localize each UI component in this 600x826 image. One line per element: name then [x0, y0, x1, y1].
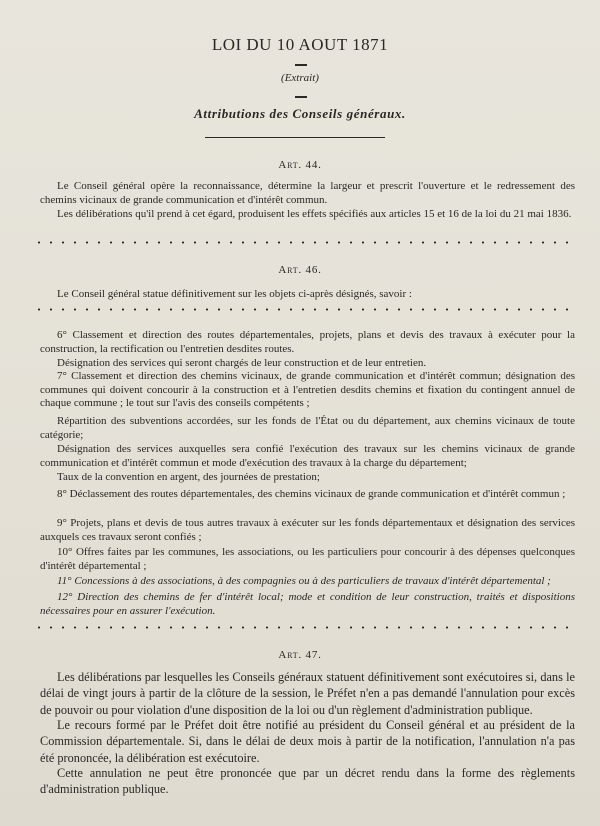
article-46-item-7: 7° Classement et direction des chemins vicinaux, de grande communication et d'intérêt commun; désignation des communes qui doivent concourir à la construction et à l'entretien desdits chemins et fixation du contingent annuel de chaque commune ; le tout sur l'avis des conseils compétents ;	[40, 370, 575, 410]
article-44-paragraph-1: Le Conseil général opère la reconnaissance, détermine la largeur et prescrit l'ouverture et le redressement des chemins vicinaux de grande communication et d'intérêt commun.	[40, 180, 575, 206]
ellipsis-dots	[33, 626, 573, 629]
title-dash	[295, 64, 307, 66]
article-46-item-11: 11° Concessions à des associations, à des compagnies ou à des particuliers de travaux d'intérêt départemental ;	[57, 575, 551, 587]
article-46-intro: Le Conseil général statue définitivement sur les objets ci-après désignés, savoir :	[57, 288, 412, 300]
article-46-item-10: 10° Offres faites par les communes, les associations, ou les particuliers pour concourir à des dépenses quelconques d'intérêt départemental ;	[40, 546, 575, 572]
article-46-item-7-taux: Taux de la convention en argent, des journées de prestation;	[57, 471, 320, 483]
article-46-item-9: 9° Projets, plans et devis de tous autres travaux à exécuter sur les fonds départementaux et désignation des services auxquels ces travaux seront confiés ;	[40, 517, 575, 543]
header-rule	[205, 137, 385, 138]
article-47-heading: Art. 47.	[278, 649, 322, 661]
article-44-heading: Art. 44.	[278, 159, 322, 171]
article-47-paragraph-1: Les délibérations par lesquelles les Conseils généraux statuent définitivement sont exécutoires si, dans le délai de vingt jours à partir de la clôture de la session, le Préfet n'en a pas demandé l'annulation pour excès de pouvoir ou pour violation d'une disposition de la loi ou d'un règlement d'administration publique.	[40, 670, 575, 717]
ellipsis-dots	[33, 308, 573, 311]
article-44-paragraph-2: Les délibérations qu'il prend à cet égard, produisent les effets spécifiés aux articles 15 et 16 de la loi du 21 mai 1836.	[57, 208, 572, 220]
article-47-paragraph-3: Cette annulation ne peut être prononcée que par un décret rendu dans la forme des règlements d'administration publique.	[40, 766, 575, 797]
article-46-item-6-services: Désignation des services qui seront chargés de leur construction et de leur entretien.	[57, 357, 427, 369]
extrait-label: (Extrait)	[281, 72, 319, 84]
article-46-item-6: 6° Classement et direction des routes départementales, projets, plans et devis des travaux à exécuter pour la construction, la rectification ou l'entretien desdites routes.	[40, 329, 575, 355]
article-46-item-7-subventions: Répartition des subventions accordées, sur les fonds de l'État ou du département, aux chemins vicinaux de toute catégorie;	[40, 415, 575, 441]
article-46-item-12: 12° Direction des chemins de fer d'intérêt local; mode et condition de leur construction, traités et dispositions nécessaires pour en assurer l'exécution.	[40, 591, 575, 617]
law-title: LOI DU 10 AOUT 1871	[211, 35, 389, 54]
article-46-item-7-services: Désignation des services auxquelles sera confié l'exécution des travaux sur les chemins vicinaux de grande communication et d'intérêt commun et mode d'exécution des travaux à la charge du département;	[40, 443, 575, 469]
article-46-item-8: 8° Déclassement des routes départementales, des chemins vicinaux de grande communication et d'intérêt commun ;	[57, 488, 566, 500]
extrait-dash	[295, 96, 307, 98]
section-subtitle: Attributions des Conseils généraux.	[194, 106, 406, 121]
article-47-paragraph-2: Le recours formé par le Préfet doit être notifié au président du Conseil général et au président de la Commission départementale. Si, dans le délai de deux mois à partir de la notification, l'annulation n'a pas été prononcée, la délibération est exécutoire.	[40, 718, 575, 765]
article-46-heading: Art. 46.	[278, 264, 322, 276]
ellipsis-dots	[33, 241, 573, 244]
